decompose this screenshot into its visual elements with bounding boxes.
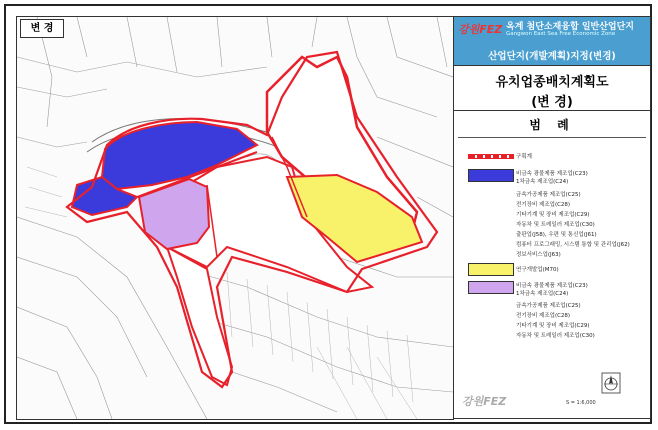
purple-item-2: 금속가공제품 제조업(C25) (516, 303, 581, 309)
project-subtitle: 산업단지(개발계획)지정(변경) (488, 51, 616, 62)
legend-divider (458, 137, 646, 138)
boundary-swatch (468, 154, 514, 159)
fez-logo: 강원FEZ (458, 23, 503, 36)
watermark: 강원FEZ (462, 395, 507, 408)
blue-item-7: 컴퓨터 프로그래밍, 시스템 통합 및 관리업(J62) (516, 242, 630, 248)
blue-item-6: 출판업(J58), 우편 및 통신업(J61) (516, 232, 597, 238)
district-name: 옥계 첨단소재융합 일반산업단지 (506, 22, 634, 32)
yellow-item-0: 연구개발업(M70) (516, 267, 559, 273)
district-english: Gangwon East Sea Free Economic Zone (506, 31, 616, 37)
revision-tag: 변 경 (20, 19, 64, 38)
purple-item-4: 기타기계 및 장비 제조업(C29) (516, 323, 590, 329)
blue-swatch (468, 169, 514, 182)
legend-heading: 범 례 (529, 118, 575, 132)
blue-item-2: 금속가공제품 제조업(C25) (516, 192, 581, 198)
site-map (16, 16, 454, 420)
yellow-swatch (468, 263, 514, 276)
title-block (453, 16, 651, 418)
map-drawing (17, 17, 453, 419)
fez-header (453, 16, 651, 66)
purple-item-5: 자동차 및 트레일러 제조업(C30) (516, 333, 595, 339)
drawing-title (453, 65, 651, 111)
purple-item-3: 전기장비 제조업(C28) (516, 313, 571, 319)
title-line-2: (변 경) (531, 95, 573, 110)
blue-item-4: 기타기계 및 장비 제조업(C29) (516, 212, 590, 218)
purple-item-1: 1차금속 제조업(C24) (516, 291, 569, 297)
map-sheet (4, 4, 652, 424)
purple-item-0: 비금속 광물제품 제조업(C23) (516, 283, 588, 289)
blue-item-8: 정보서비스업(J63) (516, 252, 561, 258)
boundary-label: 구획계 (516, 154, 532, 160)
legend (453, 110, 651, 419)
blue-item-5: 자동차 및 트레일러 제조업(C30) (516, 222, 595, 228)
blue-item-1: 1차금속 제조업(C24) (516, 179, 569, 185)
title-line-1: 유치업종배치계획도 (495, 75, 609, 90)
blue-item-0: 비금속 광물제품 제조업(C23) (516, 171, 588, 177)
scale-label: S = 1:6,000 (566, 400, 596, 406)
purple-swatch (468, 281, 514, 294)
blue-item-3: 전기장비 제조업(C28) (516, 202, 571, 208)
north-arrow-icon (601, 372, 621, 394)
